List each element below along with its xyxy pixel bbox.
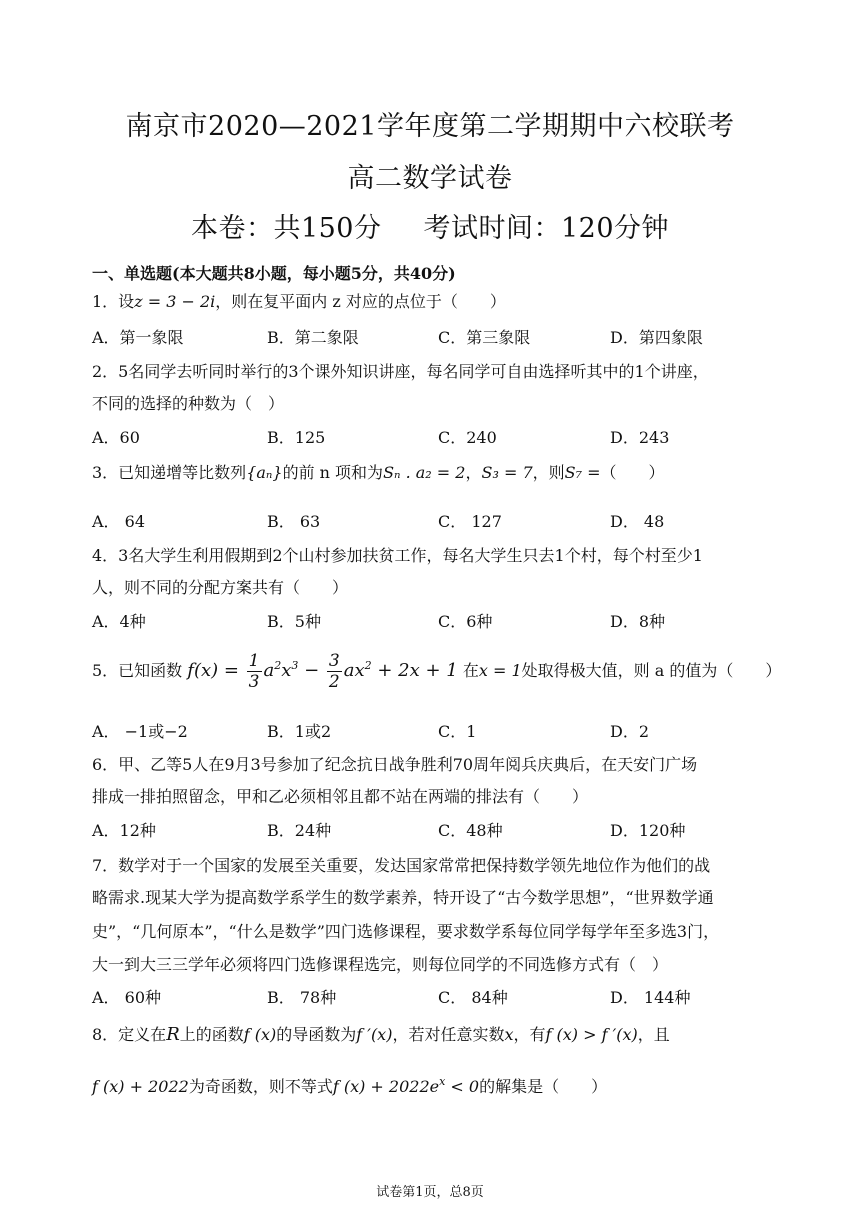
time-label: 考试时间：120分钟 <box>423 213 670 244</box>
exam-title: 南京市2020—2021学年度第二学期期中六校联考 <box>125 111 735 142</box>
section-heading: 一、单选题(本大题共8小题，每小题5分，共40分) <box>92 264 456 283</box>
question-3-options <box>92 511 792 533</box>
option-a: A．12种 <box>92 821 156 840</box>
option-a: A． 64 <box>92 512 146 531</box>
option-d: D． 144种 <box>610 988 691 1007</box>
question-2-options <box>92 427 792 449</box>
option-d: D． 48 <box>610 512 665 531</box>
exam-info <box>0 206 860 245</box>
question-1-options <box>92 327 792 349</box>
option-d: D．2 <box>610 722 650 741</box>
option-c: C．第三象限 <box>438 328 531 347</box>
question-4-line-1: 4．3名大学生利用假期到2个山村参加扶贫工作，每名大学生只去1个村，每个村至少1 <box>92 546 703 565</box>
option-d: D．第四象限 <box>610 328 703 347</box>
option-b: B． 63 <box>267 512 321 531</box>
q3-s3: S₃ = 7 <box>481 463 533 482</box>
question-1: 1．设z = 3 − 2i，则在复平面内 z 对应的点位于（ ） <box>92 292 506 311</box>
q3-s7: S₇ = <box>564 463 601 482</box>
option-a: A． −1或−2 <box>92 722 188 741</box>
option-a: A．60 <box>92 428 140 447</box>
question-2-line-2: 不同的选择的种数为（ ） <box>92 394 285 413</box>
option-a: A． 60种 <box>92 988 162 1007</box>
score-label: 本卷：共150分 <box>190 213 382 244</box>
question-5-options <box>92 721 792 743</box>
option-b: B．第二象限 <box>267 328 359 347</box>
question-7-line-3: 史”，“几何原本”，“什么是数学”四门选修课程，要求数学系每位同学每学年至多选3门， <box>92 922 720 941</box>
option-d: D．120种 <box>610 821 686 840</box>
q5-x-value: x = 1 <box>478 661 522 680</box>
option-b: B．24种 <box>267 821 332 840</box>
option-c: C．1 <box>438 722 477 741</box>
option-d: D．8种 <box>610 612 666 631</box>
question-6-line-2: 排成一排拍照留念，甲和乙必须相邻且都不站在两端的排法有（ ） <box>92 787 589 806</box>
question-5: 5．已知函数 f(x) = $\frac{1}{3}$ $a^2x^3$ − $\frac{3}{2}$ $ax^2 + 2x + 1$ 在x = 1处取得极大值，则 a 的值为（ ） <box>92 650 782 692</box>
question-6-options <box>92 820 792 842</box>
option-a: A．4种 <box>92 612 146 631</box>
option-b: B．1或2 <box>267 722 332 741</box>
q1-formula: z = 3 − 2i <box>134 292 216 311</box>
q3-sum-expr: Sₙ . a₂ = 2 <box>383 463 466 482</box>
question-2-line-1: 2．5名同学去听同时举行的3个课外知识讲座，每名同学可自由选择听其中的1个讲座， <box>92 362 709 381</box>
option-c: C．6种 <box>438 612 493 631</box>
option-b: B．125 <box>267 428 326 447</box>
q5-function: f(x) = $\frac{1}{3}$ $a^2x^3$ − $\frac{3}{2}$ $ax^2 + 2x + 1$ <box>187 650 458 692</box>
question-7-options <box>92 987 792 1009</box>
option-b: B．5种 <box>267 612 321 631</box>
question-4-line-2: 人，则不同的分配方案共有（ ） <box>92 578 349 597</box>
question-8-line-1: 8．定义在R上的函数f (x)的导函数为f ′(x)，若对任意实数x，有f (x) > f ′(x)，且 <box>92 1024 670 1045</box>
question-8-line-2: f (x) + 2022为奇函数，则不等式f $(x) + 2022e^x < 0$的解集是（ ） <box>92 1075 608 1096</box>
option-b: B． 78种 <box>267 988 337 1007</box>
option-d: D．243 <box>610 428 670 447</box>
option-a: A．第一象限 <box>92 328 184 347</box>
option-c: C． 84种 <box>438 988 508 1007</box>
option-c: C． 127 <box>438 512 502 531</box>
page-footer: 试卷第1页，总8页 <box>376 1185 484 1200</box>
option-c: C．240 <box>438 428 497 447</box>
question-7-line-2: 略需求.现某大学为提高数学系学生的数学素养，特开设了“古今数学思想”，“世界数学通 <box>92 888 714 907</box>
question-6-line-1: 6．甲、乙等5人在9月3号参加了纪念抗日战争胜利70周年阅兵庆典后，在天安门广场 <box>92 755 698 774</box>
q3-sequence: {aₙ} <box>246 463 283 482</box>
question-7-line-1: 7．数学对于一个国家的发展至关重要，发达国家常常把保持数学领先地位作为他们的战 <box>92 856 711 875</box>
exam-subtitle: 高二数学试卷 <box>347 163 513 194</box>
question-7-line-4: 大一到大三三学年必须将四门选修课程选完，则每位同学的不同选修方式有（ ） <box>92 955 669 974</box>
question-4-options <box>92 611 792 633</box>
question-3: 3．已知递增等比数列{aₙ}的前 n 项和为Sₙ . a₂ = 2，S₃ = 7，则S₇ =（ ） <box>92 463 665 482</box>
option-c: C．48种 <box>438 821 503 840</box>
